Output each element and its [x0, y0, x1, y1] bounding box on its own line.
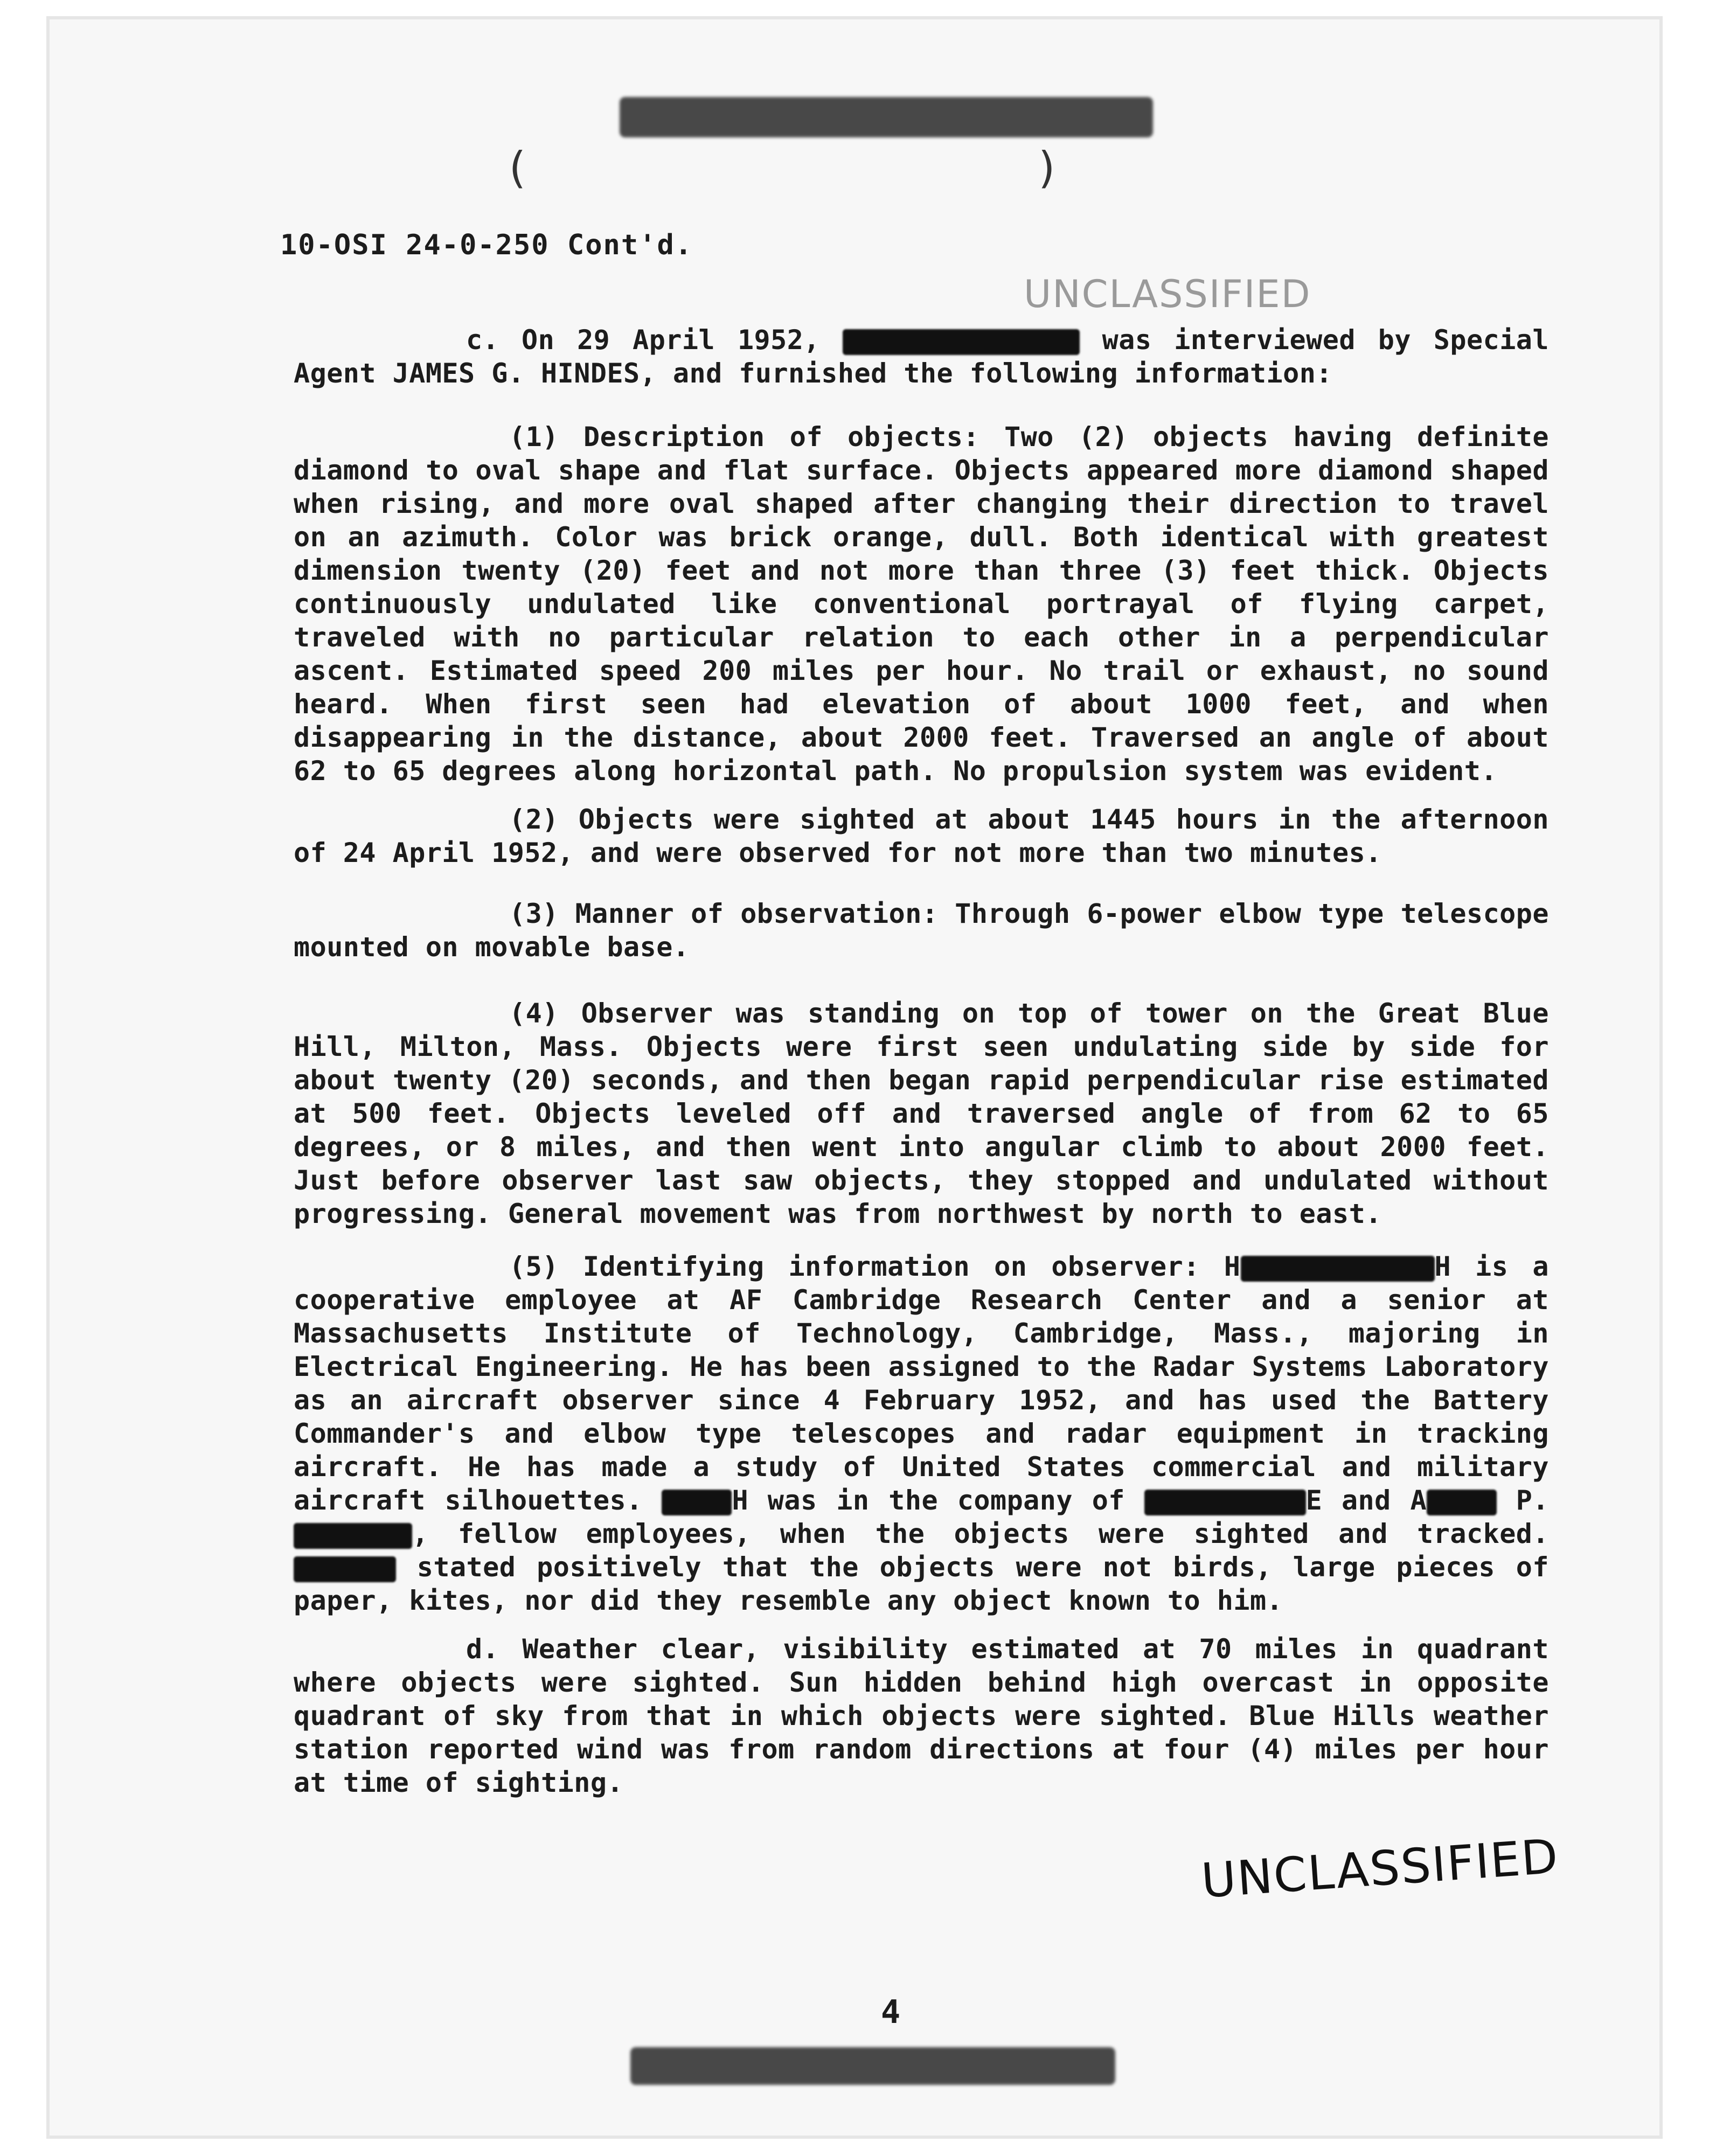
paragraph-5-part-f: , fellow employees, when the objects were sighted and tracked.: [412, 1518, 1549, 1549]
paragraph-d: d. Weather clear, visibility estimated at 70 miles in quadrant where objects were sighted. Sun hidden behind high overcast in opposite quadrant of sky from that in which objects were sighted. Blue Hills weather station reported wind was from random directions at four (4) miles per hour at time of sighting.: [294, 1633, 1549, 1798]
redacted-name: [294, 1556, 396, 1582]
unclassified-stamp-bottom: UNCLASSIFIED: [1199, 1828, 1561, 1909]
paragraph-5-part-c: H was in the company of: [732, 1485, 1125, 1516]
redacted-name: [1427, 1490, 1497, 1515]
redacted-name: [843, 329, 1080, 355]
paragraph-c-part2: was interviewed by Special Agent JAMES G. HINDES, and furnished the following information:: [294, 324, 1550, 389]
paragraph-2: (2) Objects were sighted at about 1445 hours in the afternoon of 24 April 1952, and were observed for not more than two minutes.: [294, 804, 1549, 868]
unclassified-stamp-top: UNCLASSIFIED: [1024, 272, 1311, 316]
paragraph-c-part1: c. On 29 April 1952,: [466, 324, 820, 356]
paragraph-5-part-b: H is a cooperative employee at AF Cambridge Research Center and a senior at Massachusetts Institute of Technology, Cambridge, Mass., majoring in Electrical Engineering. He has been assigned to the Radar Systems Laboratory as an aircraft observer since 4 February 1952, and has used the Battery Commander's and elbow type telescopes and radar equipment in tracking aircraft. He has made a study of United States commercial and military aircraft silhouettes.: [294, 1251, 1549, 1516]
redacted-name: [1241, 1256, 1435, 1282]
bottom-redaction-bar: [630, 2047, 1115, 2085]
redacted-name: [662, 1490, 732, 1515]
top-redaction-bar: [620, 97, 1153, 137]
file-reference: 10-OSI 24-0-250 Cont'd.: [280, 229, 693, 261]
paragraph-1: (1) Description of objects: Two (2) objects having definite diamond to oval shape and flat surface. Objects appeared more diamond shaped when rising, and more oval shaped after changing their direction to travel on an azimuth. Color was brick orange, dull. Both identical with greatest dimension twenty (20) feet and not more than three (3) feet thick. Objects continuously undulated like conventional portrayal of flying carpet, traveled with no particular relation to each other in a perpendicular ascent. Estimated speed 200 miles per hour. No trail or exhaust, no sound heard. When first seen had elevation of about 1000 feet, and when disappearing in the distance, about 2000 feet. Traversed an angle of about 62 to 65 degrees along horizontal path. No propulsion system was evident.: [294, 421, 1549, 787]
page-number: 4: [881, 1993, 901, 2031]
open-paren: (: [504, 143, 530, 193]
paragraph-c: [294, 323, 1549, 390]
paragraph-3: (3) Manner of observation: Through 6-power elbow type telescope mounted on movable base.: [294, 898, 1549, 963]
paragraph-5-part-a: (5) Identifying information on observer: H: [509, 1251, 1241, 1282]
paragraph-5-part-e: P.: [1516, 1485, 1550, 1516]
redacted-name: [294, 1523, 412, 1549]
redacted-name: [1144, 1490, 1306, 1515]
paragraph-4: (4) Observer was standing on top of tower on the Great Blue Hill, Milton, Mass. Objects were first seen undulating side by side for about twenty (20) seconds, and then began rapid perpendicular rise estimated at 500 feet. Objects leveled off and traversed angle of from 62 to 65 degrees, or 8 miles, and then went into angular climb to about 2000 feet. Just before observer last saw objects, they stopped and undulated without progressing. General movement was from northwest by north to east.: [294, 998, 1549, 1229]
paragraph-5-part-g: stated positively that the objects were not birds, large pieces of paper, kites, nor did they resemble any object known to him.: [294, 1552, 1549, 1616]
close-paren: (: [1034, 143, 1061, 193]
paragraph-5: [294, 1250, 1549, 1617]
paragraph-5-part-d: E and A: [1305, 1485, 1427, 1516]
